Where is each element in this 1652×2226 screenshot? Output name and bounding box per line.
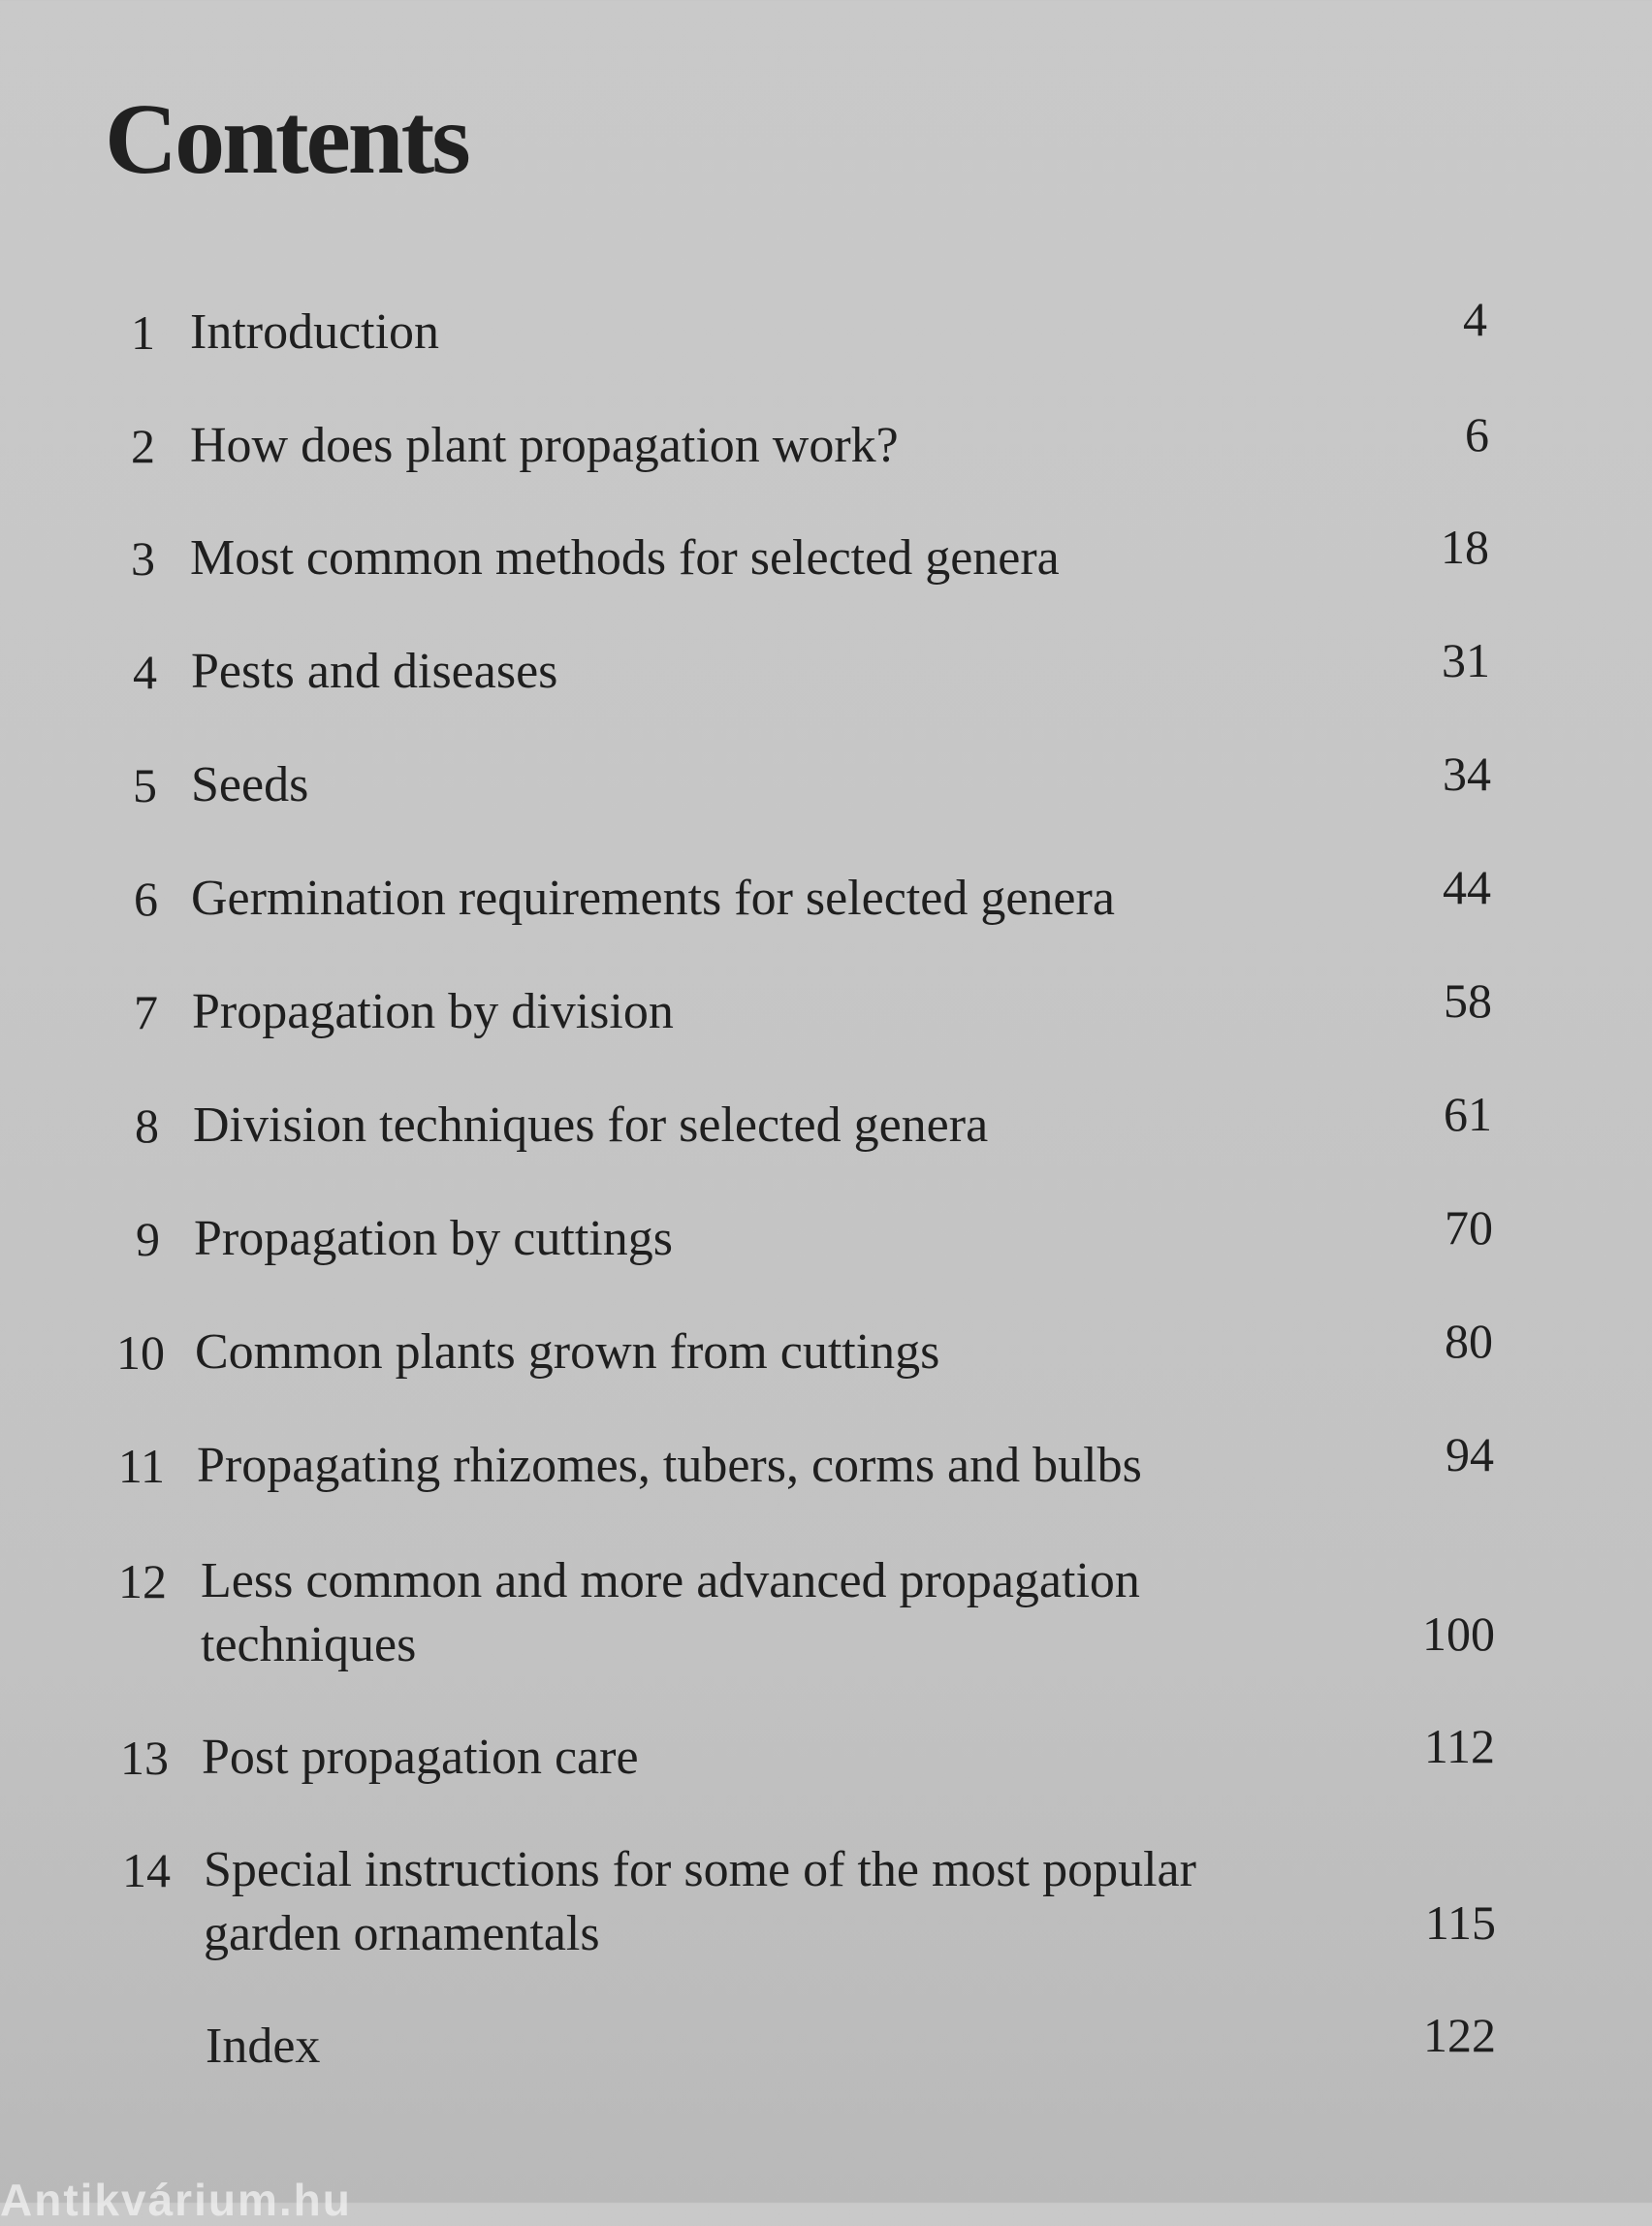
toc-entry-title: How does plant propagation work? — [190, 418, 899, 473]
toc-entry-title: Common plants grown from cuttings — [195, 1324, 940, 1380]
toc-entry-title: Propagation by cuttings — [194, 1211, 673, 1266]
toc-entry-title: Special instructions for some of the most popular garden ornamentals — [204, 1842, 1196, 1961]
toc-entry-number: 12 — [118, 1554, 167, 1608]
toc-entry-title: Less common and more advanced propagation techniques — [201, 1553, 1140, 1672]
toc-entry-title: Index — [206, 2019, 321, 2074]
toc-entry-title: Germination requirements for selected genera — [191, 871, 1115, 926]
toc-entry-title: Division techniques for selected genera — [193, 1097, 989, 1153]
toc-entry-page: 115 — [1424, 1895, 1496, 1950]
toc-entry-number: 6 — [134, 872, 158, 926]
toc-entry-page: 61 — [1444, 1087, 1492, 1141]
toc-entry-title: Propagating rhizomes, tubers, corms and bulbs — [197, 1438, 1142, 1493]
toc-entry-title: Seeds — [191, 757, 309, 812]
toc-entry-page: 18 — [1441, 520, 1489, 574]
page-title: Contents — [105, 83, 468, 195]
toc-entry-title: Pests and diseases — [191, 644, 558, 699]
toc-entry-page: 112 — [1423, 1719, 1495, 1773]
toc-entry-title: Propagation by division — [192, 984, 674, 1039]
toc-entry-page: 34 — [1443, 747, 1491, 801]
toc-entry-title: Most common methods for selected genera — [190, 530, 1060, 586]
toc-entry-number: 9 — [136, 1212, 160, 1266]
toc-entry-number: 3 — [131, 531, 155, 586]
toc-entry-number: 1 — [131, 305, 155, 360]
toc-entry-page: 6 — [1465, 407, 1489, 461]
toc-entry-number: 4 — [133, 645, 157, 699]
toc-entry-page: 94 — [1446, 1427, 1494, 1481]
toc-entry-page: 80 — [1445, 1314, 1493, 1368]
toc-entry-number: 14 — [122, 1843, 171, 1897]
toc-entry-number: 10 — [116, 1325, 165, 1380]
toc-entry-title: Introduction — [190, 304, 440, 360]
toc-entry-page: 70 — [1445, 1200, 1493, 1255]
toc-entry-page: 4 — [1463, 292, 1487, 346]
toc-entry-number: 5 — [133, 758, 157, 812]
toc-entry-number: 11 — [117, 1439, 165, 1493]
toc-entry-page: 58 — [1444, 973, 1492, 1028]
toc-entry-number: 13 — [120, 1731, 169, 1785]
toc-entry-page: 44 — [1443, 860, 1491, 914]
toc-entry-number: 2 — [131, 419, 155, 473]
toc-entry-number: 8 — [135, 1098, 159, 1153]
watermark: Antikvárium.hu — [0, 2175, 352, 2225]
toc-entry-title: Post propagation care — [202, 1730, 639, 1785]
toc-entry-page: 100 — [1422, 1606, 1495, 1661]
toc-entry-page: 31 — [1442, 633, 1490, 687]
toc-entry-number: 7 — [134, 985, 158, 1039]
toc-entry-page: 122 — [1423, 2008, 1496, 2062]
